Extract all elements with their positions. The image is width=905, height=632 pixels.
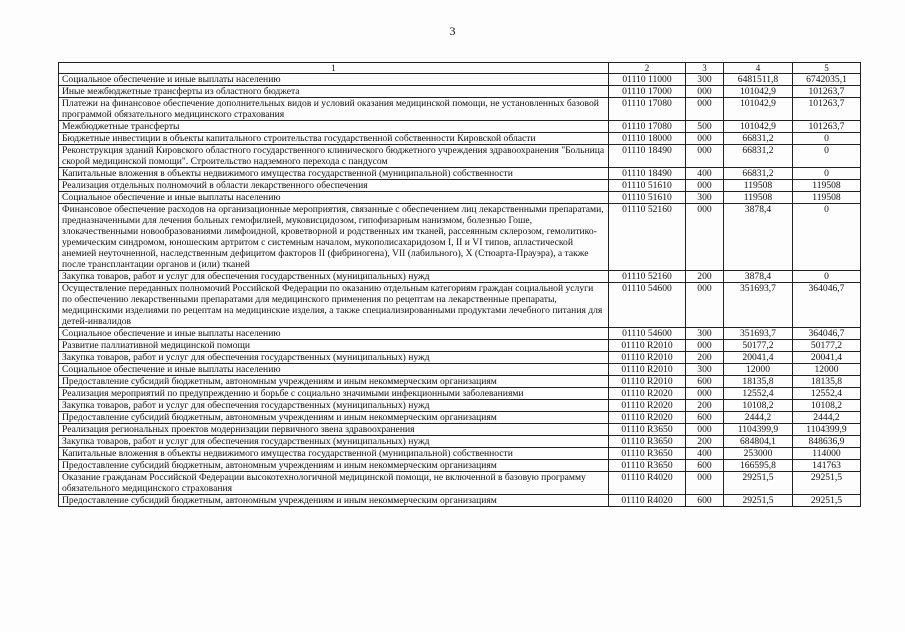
row-amount-col4-cell: 253000 [724, 448, 793, 460]
row-code-cell: 01110 18490 [609, 145, 686, 168]
row-amount-col5-cell: 101263,7 [793, 86, 861, 98]
row-amount-col5-cell: 20041,4 [793, 352, 861, 364]
row-amount-col4-cell: 29251,5 [724, 495, 793, 507]
row-amount-col4-cell: 119508 [724, 192, 793, 204]
row-name-cell: Межбюджетные трансферты [59, 121, 609, 133]
table-row [59, 388, 861, 400]
row-expense-type-cell: 000 [686, 145, 724, 168]
row-code-cell: 01110 18000 [609, 133, 686, 145]
row-name-cell: Закупка товаров, работ и услуг для обеспечения государственных (муниципальных) нужд [59, 352, 609, 364]
row-amount-col5-cell: 114000 [793, 448, 861, 460]
row-expense-type-cell: 400 [686, 168, 724, 180]
row-name-cell: Социальное обеспечение и иные выплаты населению [59, 364, 609, 376]
row-amount-col4-cell: 166595,8 [724, 460, 793, 472]
row-expense-type-cell: 600 [686, 495, 724, 507]
row-name-cell: Оказание гражданам Российской Федерации высокотехнологичной медицинской помощи, не включенной в базовую программу обязательного медицинского страхования [59, 472, 609, 495]
table-row [59, 448, 861, 460]
row-expense-type-cell: 200 [686, 436, 724, 448]
row-name-cell: Капитальные вложения в объекты недвижимого имущества государственной (муниципальной) собственности [59, 448, 609, 460]
table-row [59, 121, 861, 133]
row-code-cell: 01110 R3650 [609, 424, 686, 436]
row-name-cell: Осуществление переданных полномочий Российской Федерации по оказанию отдельным категориям граждан социальной услуги по обеспечению лекарственными препаратами для медицинского применения по рецептам на лекарственные препараты, медицинскими изделиями по рецептам на медицинские изделия, а также специализированными продуктами лечебного питания для детей-инвалидов [59, 283, 609, 328]
table-row [59, 340, 861, 352]
row-code-cell: 01110 R3650 [609, 448, 686, 460]
row-code-cell: 01110 51610 [609, 192, 686, 204]
table-row [59, 145, 861, 168]
row-amount-col4-cell: 66831,2 [724, 168, 793, 180]
row-code-cell: 01110 54600 [609, 328, 686, 340]
row-amount-col5-cell: 12552,4 [793, 388, 861, 400]
row-code-cell: 01110 R2010 [609, 364, 686, 376]
row-amount-col4-cell: 2444,2 [724, 412, 793, 424]
table-row [59, 472, 861, 495]
row-amount-col5-cell: 101263,7 [793, 121, 861, 133]
row-code-cell: 01110 R2010 [609, 340, 686, 352]
row-name-cell: Закупка товаров, работ и услуг для обеспечения государственных (муниципальных) нужд [59, 271, 609, 283]
table-body [59, 74, 861, 507]
row-expense-type-cell: 200 [686, 352, 724, 364]
row-amount-col4-cell: 50177,2 [724, 340, 793, 352]
row-code-cell: 01110 R2020 [609, 388, 686, 400]
budget-table [58, 62, 861, 507]
table-row [59, 204, 861, 271]
table-row [59, 86, 861, 98]
table-row [59, 328, 861, 340]
row-expense-type-cell: 000 [686, 133, 724, 145]
header-col-3: 3 [686, 63, 724, 74]
row-expense-type-cell: 000 [686, 472, 724, 495]
row-expense-type-cell: 300 [686, 192, 724, 204]
table-row [59, 495, 861, 507]
row-code-cell: 01110 R2020 [609, 412, 686, 424]
row-name-cell: Развитие паллиативной медицинской помощи [59, 340, 609, 352]
row-code-cell: 01110 17000 [609, 86, 686, 98]
row-code-cell: 01110 R2020 [609, 400, 686, 412]
row-amount-col5-cell: 141763 [793, 460, 861, 472]
row-name-cell: Бюджетные инвестиции в объекты капитального строительства государственной собственности Кировской области [59, 133, 609, 145]
row-amount-col4-cell: 3878,4 [724, 204, 793, 271]
row-name-cell: Социальное обеспечение и иные выплаты населению [59, 328, 609, 340]
row-expense-type-cell: 000 [686, 180, 724, 192]
row-amount-col5-cell: 1104399,9 [793, 424, 861, 436]
table-row [59, 352, 861, 364]
row-name-cell: Финансовое обеспечение расходов на организационные мероприятия, связанные с обеспечением лиц лекарственными препаратами, предназначенными для лечения больных гемофилией, муковисцидозом, гипофизарным нанизмом, болезнью Гоше, злокачественными новообразованиями лимфоидной, кроветворной и родственных им тканей, рассеянным склерозом, гемолитико-уремическим синдромом, юношеским артритом с системным началом, мукополисахаридозом I, II и VI типов, апластической анемией неуточненной, наследственным дефицитом факторов II (фибриногена), VII (лабильного), X (Стюарта-Прауэра), а также после трансплантации органов и (или) тканей [59, 204, 609, 271]
row-amount-col4-cell: 66831,2 [724, 145, 793, 168]
row-code-cell: 01110 17080 [609, 121, 686, 133]
row-amount-col5-cell: 0 [793, 271, 861, 283]
table-row [59, 400, 861, 412]
row-amount-col5-cell: 12000 [793, 364, 861, 376]
row-name-cell: Реализация региональных проектов модернизации первичного звена здравоохранения [59, 424, 609, 436]
row-amount-col4-cell: 6481511,8 [724, 74, 793, 86]
row-name-cell: Предоставление субсидий бюджетным, автономным учреждениям и иным некоммерческим организациям [59, 376, 609, 388]
row-expense-type-cell: 200 [686, 400, 724, 412]
row-amount-col5-cell: 29251,5 [793, 472, 861, 495]
table-row [59, 98, 861, 121]
row-expense-type-cell: 600 [686, 412, 724, 424]
table-row [59, 283, 861, 328]
table-row [59, 424, 861, 436]
table-row [59, 192, 861, 204]
row-amount-col5-cell: 0 [793, 133, 861, 145]
row-name-cell: Реализация отдельных полномочий в области лекарственного обеспечения [59, 180, 609, 192]
row-amount-col5-cell: 0 [793, 168, 861, 180]
row-name-cell: Иные межбюджетные трансферты из областного бюджета [59, 86, 609, 98]
row-amount-col4-cell: 351693,7 [724, 328, 793, 340]
row-amount-col5-cell: 29251,5 [793, 495, 861, 507]
row-amount-col5-cell: 101263,7 [793, 98, 861, 121]
row-name-cell: Реконструкция зданий Кировского областного государственного клинического бюджетного учреждения здравоохранения "Больница скорой медицинской помощи". Строительство надземного перехода с пандусом [59, 145, 609, 168]
row-code-cell: 01110 R3650 [609, 460, 686, 472]
row-amount-col4-cell: 66831,2 [724, 133, 793, 145]
row-code-cell: 01110 R2010 [609, 352, 686, 364]
table-row [59, 74, 861, 86]
row-amount-col4-cell: 684804,1 [724, 436, 793, 448]
row-amount-col4-cell: 3878,4 [724, 271, 793, 283]
row-amount-col4-cell: 18135,8 [724, 376, 793, 388]
row-expense-type-cell: 000 [686, 388, 724, 400]
table-header-row [59, 63, 861, 74]
table-row [59, 376, 861, 388]
row-code-cell: 01110 17080 [609, 98, 686, 121]
row-amount-col4-cell: 101042,9 [724, 121, 793, 133]
row-code-cell: 01110 52160 [609, 204, 686, 271]
row-amount-col5-cell: 848636,9 [793, 436, 861, 448]
row-amount-col4-cell: 101042,9 [724, 98, 793, 121]
row-amount-col5-cell: 6742035,1 [793, 74, 861, 86]
header-col-1: 1 [59, 63, 609, 74]
row-amount-col5-cell: 0 [793, 145, 861, 168]
row-amount-col4-cell: 20041,4 [724, 352, 793, 364]
table-row [59, 168, 861, 180]
row-amount-col4-cell: 12000 [724, 364, 793, 376]
row-code-cell: 01110 11000 [609, 74, 686, 86]
header-col-4: 4 [724, 63, 793, 74]
row-amount-col5-cell: 2444,2 [793, 412, 861, 424]
table-row [59, 271, 861, 283]
row-expense-type-cell: 600 [686, 376, 724, 388]
row-code-cell: 01110 R4020 [609, 495, 686, 507]
row-name-cell: Предоставление субсидий бюджетным, автономным учреждениям и иным некоммерческим организациям [59, 460, 609, 472]
row-expense-type-cell: 500 [686, 121, 724, 133]
table-row [59, 436, 861, 448]
row-amount-col4-cell: 1104399,9 [724, 424, 793, 436]
row-expense-type-cell: 600 [686, 460, 724, 472]
row-code-cell: 01110 51610 [609, 180, 686, 192]
row-amount-col4-cell: 29251,5 [724, 472, 793, 495]
row-amount-col4-cell: 10108,2 [724, 400, 793, 412]
row-amount-col4-cell: 351693,7 [724, 283, 793, 328]
table-row [59, 460, 861, 472]
row-name-cell: Капитальные вложения в объекты недвижимого имущества государственной (муниципальной) собственности [59, 168, 609, 180]
row-name-cell: Предоставление субсидий бюджетным, автономным учреждениям и иным некоммерческим организациям [59, 412, 609, 424]
row-amount-col5-cell: 18135,8 [793, 376, 861, 388]
row-amount-col4-cell: 101042,9 [724, 86, 793, 98]
table-row [59, 364, 861, 376]
row-expense-type-cell: 000 [686, 86, 724, 98]
row-amount-col5-cell: 0 [793, 204, 861, 271]
row-amount-col4-cell: 12552,4 [724, 388, 793, 400]
page-number: 3 [449, 24, 456, 38]
row-amount-col5-cell: 50177,2 [793, 340, 861, 352]
row-name-cell: Закупка товаров, работ и услуг для обеспечения государственных (муниципальных) нужд [59, 400, 609, 412]
row-name-cell: Социальное обеспечение и иные выплаты населению [59, 74, 609, 86]
row-name-cell: Реализация мероприятий по предупреждению и борьбе с социально значимыми инфекционными заболеваниями [59, 388, 609, 400]
row-code-cell: 01110 R4020 [609, 472, 686, 495]
row-name-cell: Предоставление субсидий бюджетным, автономным учреждениям и иным некоммерческим организациям [59, 495, 609, 507]
table-row [59, 180, 861, 192]
row-expense-type-cell: 400 [686, 448, 724, 460]
row-amount-col5-cell: 10108,2 [793, 400, 861, 412]
row-code-cell: 01110 R2010 [609, 376, 686, 388]
row-expense-type-cell: 300 [686, 74, 724, 86]
row-expense-type-cell: 000 [686, 340, 724, 352]
row-expense-type-cell: 200 [686, 271, 724, 283]
row-name-cell: Платежи на финансовое обеспечение дополнительных видов и условий оказания медицинской помощи, не установленных базовой программой обязательного медицинского страхования [59, 98, 609, 121]
row-code-cell: 01110 R3650 [609, 436, 686, 448]
row-expense-type-cell: 300 [686, 364, 724, 376]
row-expense-type-cell: 000 [686, 98, 724, 121]
row-amount-col5-cell: 119508 [793, 180, 861, 192]
row-expense-type-cell: 000 [686, 424, 724, 436]
header-col-5: 5 [793, 63, 861, 74]
row-amount-col5-cell: 364046,7 [793, 328, 861, 340]
row-name-cell: Закупка товаров, работ и услуг для обеспечения государственных (муниципальных) нужд [59, 436, 609, 448]
row-code-cell: 01110 54600 [609, 283, 686, 328]
table-row [59, 412, 861, 424]
row-code-cell: 01110 52160 [609, 271, 686, 283]
row-amount-col4-cell: 119508 [724, 180, 793, 192]
row-expense-type-cell: 000 [686, 204, 724, 271]
table-row [59, 133, 861, 145]
row-name-cell: Социальное обеспечение и иные выплаты населению [59, 192, 609, 204]
row-expense-type-cell: 000 [686, 283, 724, 328]
row-expense-type-cell: 300 [686, 328, 724, 340]
header-col-2: 2 [609, 63, 686, 74]
row-amount-col5-cell: 119508 [793, 192, 861, 204]
row-code-cell: 01110 18490 [609, 168, 686, 180]
row-amount-col5-cell: 364046,7 [793, 283, 861, 328]
